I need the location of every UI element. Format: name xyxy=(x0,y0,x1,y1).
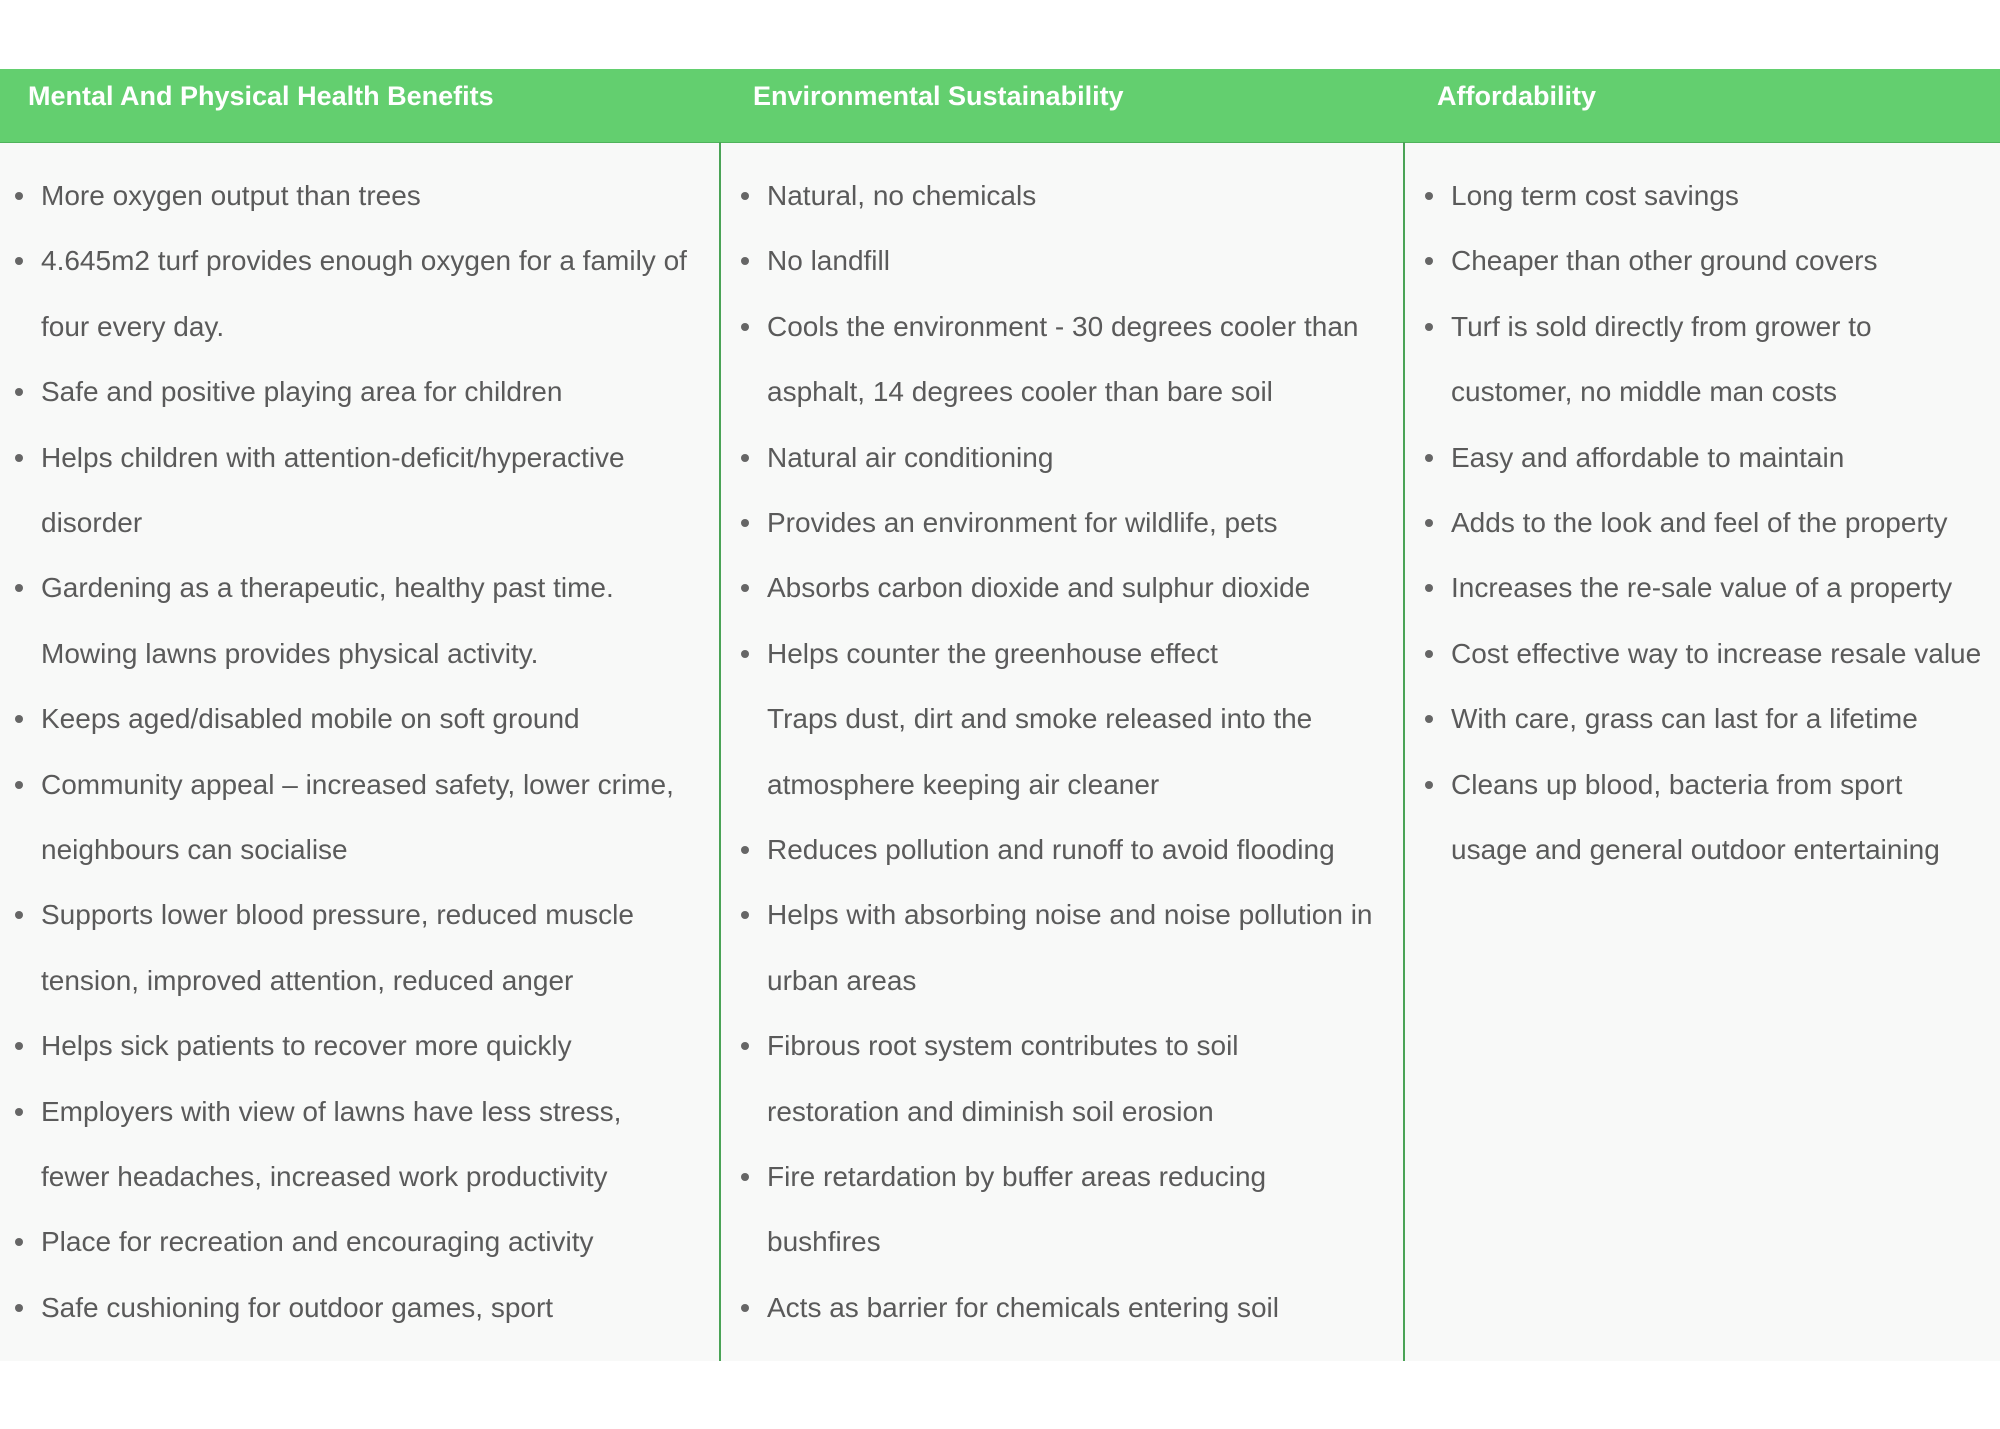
header-affordability: Affordability xyxy=(1437,81,1596,111)
list-item-text: Helps sick patients to recover more quickly xyxy=(41,1030,572,1062)
list-item-text: Provides an environment for wildlife, pets xyxy=(767,507,1278,538)
bullet-icon xyxy=(741,323,749,331)
bullet-icon xyxy=(1425,584,1433,592)
list-item-text: usage and general outdoor entertaining xyxy=(1451,834,1940,865)
list-item xyxy=(767,490,1277,555)
list-item-text: asphalt, 14 degrees cooler than bare soil xyxy=(767,376,1273,408)
list-item-text: Community appeal – increased safety, lower crime, xyxy=(41,768,674,800)
bullet-icon xyxy=(1425,650,1433,658)
list-item-text: restoration and diminish soil erosion xyxy=(767,1095,1214,1127)
list-item-continuation xyxy=(41,948,573,1013)
bullet-icon xyxy=(15,192,23,200)
bullet-icon xyxy=(15,388,23,396)
list-item-text: bushfires xyxy=(767,1226,881,1258)
list-item-continuation xyxy=(767,1209,881,1274)
list-item-text: Safe and positive playing area for children xyxy=(41,376,563,408)
list-item xyxy=(1451,228,1878,293)
list-item-text: Acts as barrier for chemicals entering soil xyxy=(767,1291,1279,1323)
list-item-text: Cools the environment - 30 degrees cooler than xyxy=(767,310,1359,342)
bullet-icon xyxy=(741,519,749,527)
list-item-text: Helps counter the greenhouse effect xyxy=(767,637,1218,669)
list-item-continuation xyxy=(41,490,142,555)
list-item-continuation xyxy=(767,752,1159,817)
list-item xyxy=(41,359,562,424)
bullet-icon xyxy=(741,1042,749,1050)
list-item xyxy=(1451,490,1948,555)
list-item xyxy=(41,1209,594,1274)
list-item-continuation xyxy=(41,817,348,882)
list-item-text: Cost effective way to increase resale value xyxy=(1451,637,1982,669)
list-item xyxy=(767,1275,1279,1340)
list-item-text: urban areas xyxy=(767,964,917,996)
list-item xyxy=(767,555,1310,620)
list-item xyxy=(1451,752,1902,817)
list-item-text: Fibrous root system contributes to soil xyxy=(767,1030,1239,1062)
list-item-continuation xyxy=(767,359,1273,424)
list-item-text: 4.645m2 turf provides enough oxygen for a family of xyxy=(41,245,687,277)
list-item-continuation xyxy=(41,294,224,359)
list-item xyxy=(41,882,634,947)
bullet-icon xyxy=(1425,519,1433,527)
list-item-text: Long term cost savings xyxy=(1451,180,1739,211)
list-item xyxy=(1451,555,1952,620)
bullet-icon xyxy=(1425,192,1433,200)
list-item-text: Helps children with attention-deficit/hyperactive xyxy=(41,441,625,473)
list-item-text: Reduces pollution and runoff to avoid flooding xyxy=(767,834,1335,865)
list-item-text: Absorbs carbon dioxide and sulphur dioxide xyxy=(767,572,1311,604)
bullet-icon xyxy=(1425,257,1433,265)
list-item xyxy=(767,1013,1239,1078)
list-item-text: disorder xyxy=(41,507,143,538)
list-item xyxy=(41,555,614,620)
list-item xyxy=(41,686,580,751)
list-item-continuation xyxy=(767,948,916,1013)
list-item xyxy=(41,228,687,293)
list-item-text: Supports lower blood pressure, reduced muscle xyxy=(41,899,634,931)
list-item-text: Employers with view of lawns have less stress, xyxy=(41,1095,622,1127)
bullet-icon xyxy=(15,1108,23,1116)
benefits-table xyxy=(0,69,2000,1361)
list-item-continuation xyxy=(1451,817,1940,882)
list-item-text: Cleans up blood, bacteria from sport xyxy=(1451,768,1903,800)
list-item xyxy=(767,882,1373,947)
list-item-text: tension, improved attention, reduced anger xyxy=(41,964,574,996)
list-item xyxy=(767,163,1036,228)
list-item-text: Safe cushioning for outdoor games, sport xyxy=(41,1291,554,1323)
list-item-continuation xyxy=(1451,359,1837,424)
list-item-text: Turf is sold directly from grower to xyxy=(1451,310,1872,342)
bullet-icon xyxy=(15,781,23,789)
list-item-continuation xyxy=(767,686,1312,751)
list-item-continuation xyxy=(41,1144,608,1209)
list-item-text: No landfill xyxy=(767,245,890,277)
list-item-text: Easy and affordable to maintain xyxy=(1451,441,1845,473)
bullet-icon xyxy=(1425,323,1433,331)
list-item-text: Fire retardation by buffer areas reducing xyxy=(767,1161,1267,1192)
list-item-text: With care, grass can last for a lifetime xyxy=(1451,703,1918,735)
list-item-text: Cheaper than other ground covers xyxy=(1451,245,1878,277)
bullet-icon xyxy=(15,1238,23,1246)
list-item-continuation xyxy=(767,1079,1214,1144)
list-item xyxy=(767,425,1053,490)
list-item xyxy=(41,1275,553,1340)
bullet-icon xyxy=(15,257,23,265)
list-item-text: fewer headaches, increased work productivity xyxy=(41,1161,608,1192)
list-item xyxy=(767,294,1358,359)
list-item-text: Adds to the look and feel of the property xyxy=(1451,507,1948,538)
bullet-icon xyxy=(1425,715,1433,723)
bullet-icon xyxy=(1425,454,1433,462)
bullet-icon xyxy=(15,584,23,592)
bullet-icon xyxy=(741,846,749,854)
bullet-icon xyxy=(1425,781,1433,789)
bullet-icon xyxy=(741,1304,749,1312)
list-item-text: Keeps aged/disabled mobile on soft ground xyxy=(41,703,580,735)
bullet-icon xyxy=(15,1304,23,1312)
bullet-icon xyxy=(741,650,749,658)
list-item-text: neighbours can socialise xyxy=(41,834,348,865)
bullet-icon xyxy=(741,454,749,462)
list-item xyxy=(1451,425,1844,490)
list-item xyxy=(1451,163,1739,228)
list-item-text: atmosphere keeping air cleaner xyxy=(767,768,1160,800)
bullet-icon xyxy=(741,1173,749,1181)
bullet-icon xyxy=(15,715,23,723)
list-item xyxy=(767,228,890,293)
list-item xyxy=(1451,686,1918,751)
list-item-text: Traps dust, dirt and smoke released into the xyxy=(767,703,1313,735)
list-item xyxy=(767,1144,1266,1209)
list-item xyxy=(41,752,674,817)
list-item xyxy=(1451,294,1872,359)
list-item-text: More oxygen output than trees xyxy=(41,180,421,211)
list-item-text: Place for recreation and encouraging activity xyxy=(41,1226,594,1258)
list-item-text: Helps with absorbing noise and noise pollution in xyxy=(767,899,1373,931)
list-item-text: Gardening as a therapeutic, healthy past time. xyxy=(41,572,614,604)
column-divider xyxy=(1403,142,1405,1361)
list-item xyxy=(767,817,1335,882)
table-header-row xyxy=(0,69,2000,143)
list-item xyxy=(767,621,1218,686)
bullet-icon xyxy=(741,584,749,592)
bullet-icon xyxy=(741,257,749,265)
header-mental-physical-health: Mental And Physical Health Benefits xyxy=(28,81,494,111)
bullet-icon xyxy=(15,454,23,462)
list-item-text: four every day. xyxy=(41,310,225,342)
list-item xyxy=(41,1013,572,1078)
list-item-continuation xyxy=(41,621,538,686)
bullet-icon xyxy=(15,911,23,919)
list-item xyxy=(41,1079,621,1144)
list-item-text: Increases the re-sale value of a property xyxy=(1451,572,1953,604)
list-item-text: Natural air conditioning xyxy=(767,441,1054,473)
bullet-icon xyxy=(741,192,749,200)
list-item-text: Natural, no chemicals xyxy=(767,180,1037,211)
column-divider xyxy=(719,142,721,1361)
header-environmental-sustainability: Environmental Sustainability xyxy=(753,81,1124,111)
bullet-icon xyxy=(15,1042,23,1050)
list-item xyxy=(41,425,625,490)
list-item-text: customer, no middle man costs xyxy=(1451,376,1837,408)
list-item xyxy=(41,163,421,228)
list-item-text: Mowing lawns provides physical activity. xyxy=(41,637,539,669)
list-item xyxy=(1451,621,1981,686)
bullet-icon xyxy=(741,911,749,919)
